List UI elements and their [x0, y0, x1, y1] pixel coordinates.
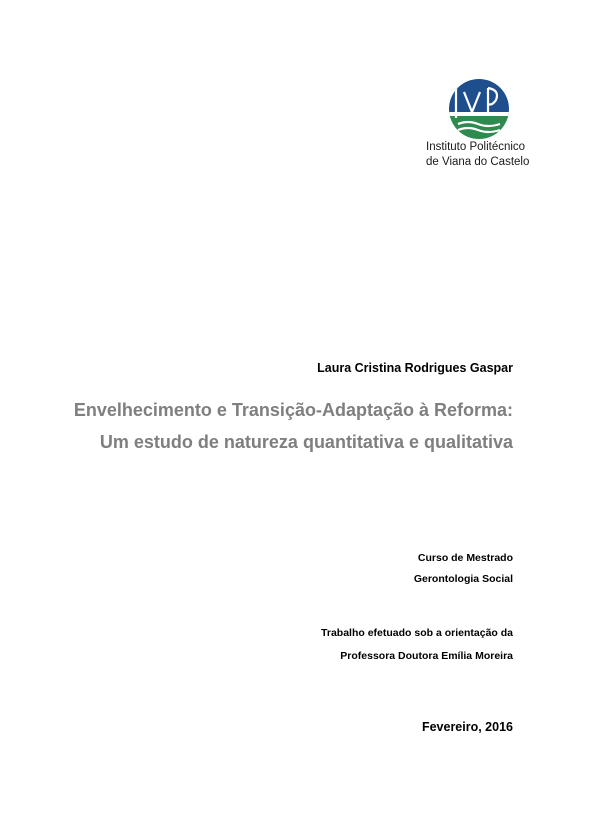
course-type: Curso de Mestrado	[417, 552, 513, 564]
publication-date: Fevereiro, 2016	[421, 720, 513, 734]
thesis-title-line-2: Um estudo de natureza quantitativa e qualitativa	[99, 432, 513, 452]
author-name: Laura Cristina Rodrigues Gaspar	[317, 361, 513, 375]
institution-name	[426, 140, 576, 170]
thesis-title-line-1: Envelhecimento e Transição-Adaptação à Reforma:	[73, 400, 513, 420]
supervision-info	[321, 622, 513, 668]
supervisor-name: Professora Doutora Emília Moreira	[340, 650, 513, 662]
thesis-title	[74, 394, 513, 458]
ipvc-logo-icon	[448, 78, 510, 140]
institution-line-2: de Viana do Castelo	[426, 156, 530, 168]
supervision-line-1: Trabalho efetuado sob a orientação da	[321, 627, 513, 639]
institution-line-1: Instituto Politécnico	[426, 141, 526, 153]
course-name: Gerontologia Social	[413, 573, 513, 585]
course-info	[414, 548, 513, 590]
